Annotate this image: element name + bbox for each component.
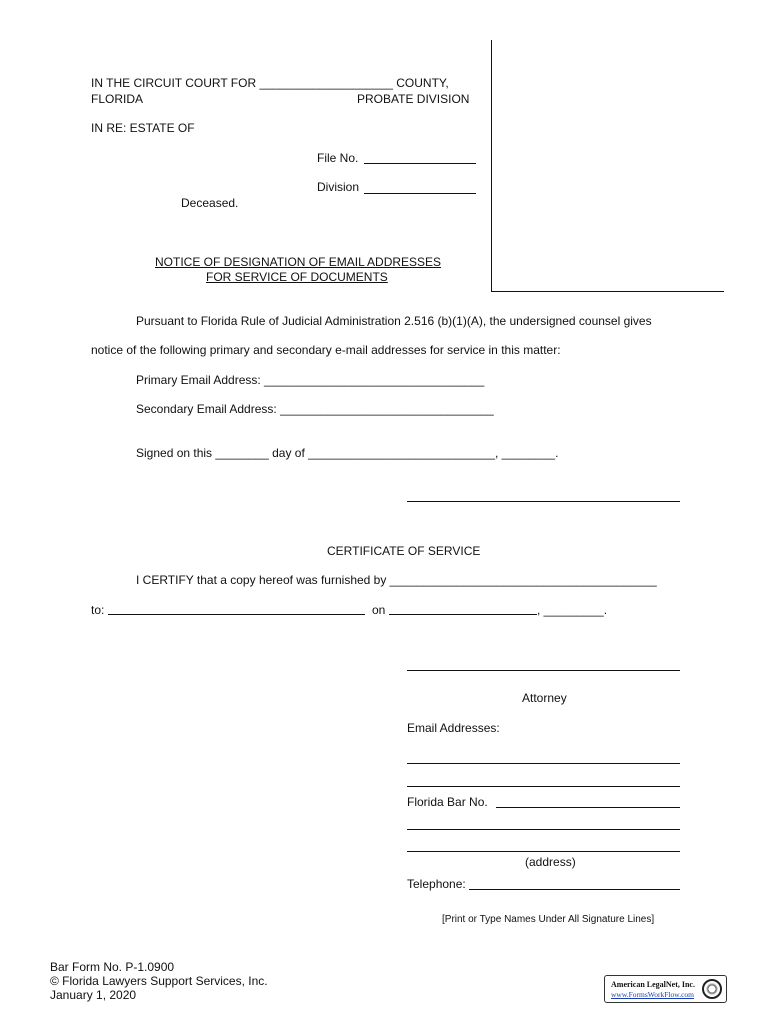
email-address-line-2[interactable] (407, 786, 680, 787)
to-field[interactable] (108, 614, 365, 615)
email-address-line-1[interactable] (407, 763, 680, 764)
division-no-label: Division (317, 180, 360, 194)
signed-date-line[interactable]: Signed on this ________ day of ____________________________, ________. (136, 446, 559, 460)
on-label: on (372, 603, 386, 617)
document-title-line1: NOTICE OF DESIGNATION OF EMAIL ADDRESSES (155, 255, 442, 269)
certificate-heading: CERTIFICATE OF SERVICE (327, 544, 481, 558)
primary-email-field[interactable]: Primary Email Address: _________________________________ (136, 373, 485, 387)
attorney-signature-line[interactable] (407, 670, 680, 671)
form-date: January 1, 2020 (50, 988, 137, 1002)
notice-paragraph-line1: Pursuant to Florida Rule of Judicial Administration 2.516 (b)(1)(A), the undersigned counsel gives (136, 314, 652, 328)
telephone-label: Telephone: (407, 877, 466, 891)
division-field[interactable] (364, 193, 476, 194)
notice-paragraph-line2: notice of the following primary and secondary e-mail addresses for service in this matter: (91, 343, 561, 357)
attorney-label: Attorney (522, 691, 567, 705)
american-legalnet-badge[interactable] (604, 975, 727, 1003)
on-date-field[interactable] (389, 614, 537, 615)
print-names-note: [Print or Type Names Under All Signature Lines] (442, 914, 655, 925)
address-line-1[interactable] (407, 829, 680, 830)
badge-company-name: American LegalNet, Inc. (611, 980, 695, 989)
caption-divider-horizontal (491, 291, 724, 292)
file-no-field[interactable] (364, 163, 476, 164)
document-title-line2: FOR SERVICE OF DOCUMENTS (206, 270, 388, 284)
to-label: to: (91, 603, 105, 617)
deceased-label: Deceased. (181, 196, 239, 210)
division-label: PROBATE DIVISION (357, 92, 470, 106)
bar-no-label: Florida Bar No. (407, 795, 488, 809)
bar-no-field[interactable] (496, 807, 680, 808)
court-line: IN THE CIRCUIT COURT FOR ____________________ COUNTY, (91, 76, 449, 90)
date-year-tail[interactable]: , _________. (537, 603, 608, 617)
badge-url-link[interactable]: www.FormsWorkFlow.com (611, 990, 695, 999)
address-label: (address) (525, 855, 576, 869)
telephone-field[interactable] (469, 889, 680, 890)
state-label: FLORIDA (91, 92, 144, 106)
address-line-2[interactable] (407, 851, 680, 852)
email-addresses-label: Email Addresses: (407, 721, 500, 735)
caption-divider-vertical (491, 40, 492, 292)
in-re-label: IN RE: ESTATE OF (91, 121, 195, 135)
bar-form-number: Bar Form No. P-1.0900 (50, 960, 175, 974)
signature-line-top[interactable] (407, 501, 680, 502)
file-no-label: File No. (317, 151, 359, 165)
secondary-email-field[interactable]: Secondary Email Address: ________________________________ (136, 402, 494, 416)
legalnet-logo-icon (702, 979, 722, 999)
certify-line[interactable]: I CERTIFY that a copy hereof was furnished by ________________________________________ (136, 573, 657, 587)
copyright-notice: © Florida Lawyers Support Services, Inc. (50, 974, 268, 988)
